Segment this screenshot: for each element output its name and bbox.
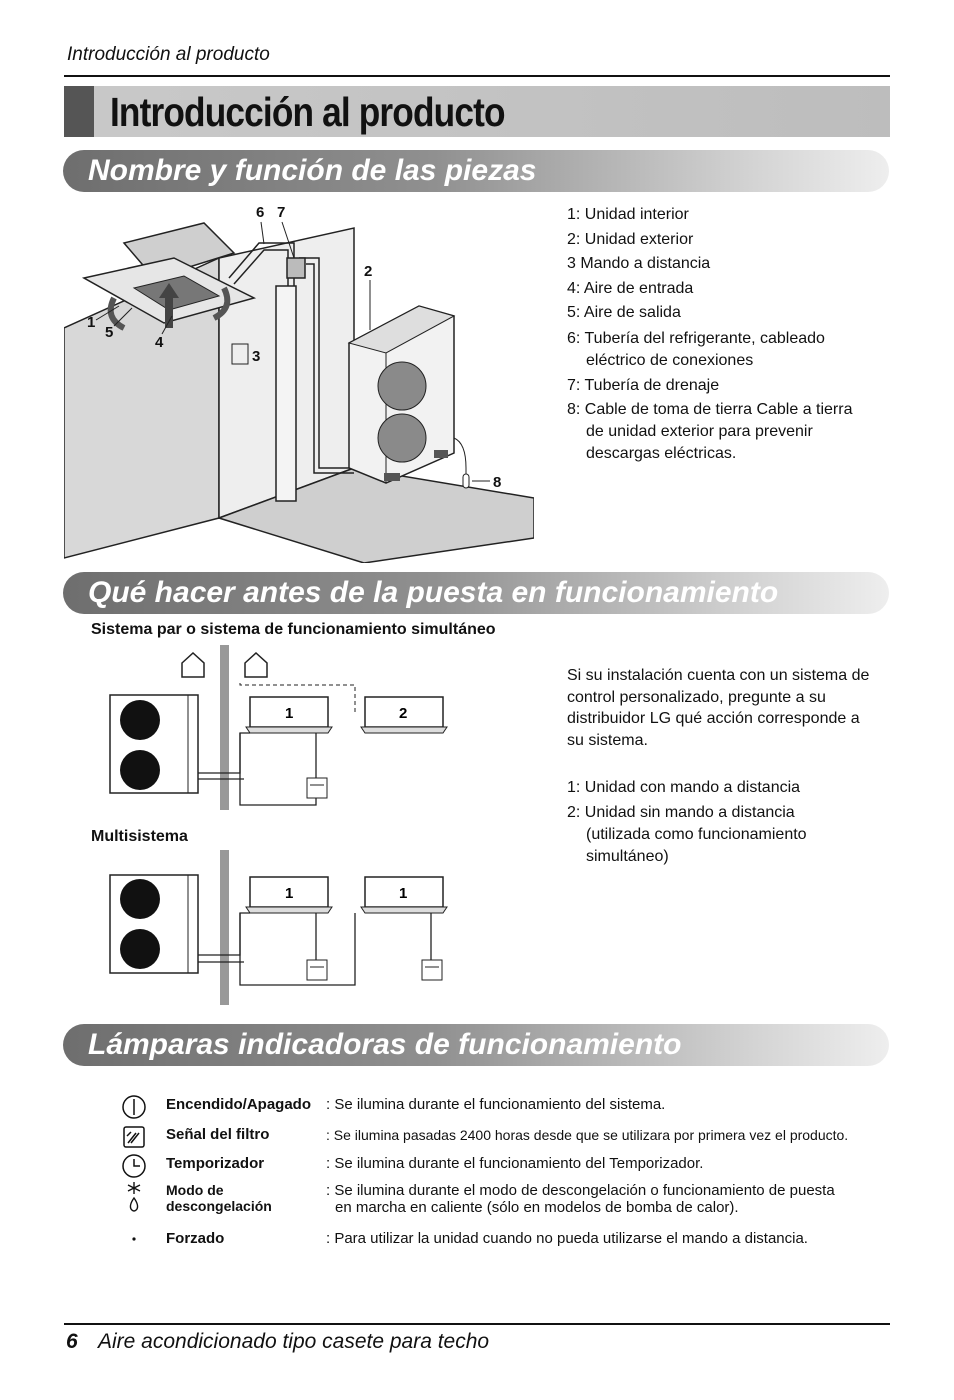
remote-control	[422, 960, 442, 980]
callout-4: 4	[155, 334, 164, 351]
list-item: 7: Tubería de drenaje	[567, 376, 720, 394]
indoor-unit-2	[361, 877, 447, 913]
lamp-desc: : Se ilumina durante el funcionamiento del sistema.	[326, 1096, 666, 1113]
indoor-unit-1	[246, 877, 332, 913]
callout-2: 2	[364, 263, 373, 280]
power-icon	[121, 1094, 147, 1120]
section-before-title: Qué hacer antes de la puesta en funcionamiento	[88, 576, 779, 609]
lamp-desc: : Se ilumina durante el modo de descongelación o funcionamiento de puesta en marcha en caliente (sólo en modelos de bomba de calor).	[326, 1182, 835, 1216]
filter-icon	[121, 1124, 147, 1150]
dot-icon	[121, 1228, 147, 1254]
section-lamps-header	[63, 1024, 889, 1066]
remote-control	[307, 960, 327, 980]
remote-control	[232, 344, 248, 364]
multi-system-heading: Multisistema	[91, 828, 188, 845]
list-item: 1: Unidad interior	[567, 206, 689, 223]
callout-5: 5	[105, 324, 114, 341]
clock-icon	[121, 1153, 147, 1179]
outdoor-unit-small	[110, 875, 198, 973]
indoor-unit-1	[246, 697, 332, 733]
outdoor-unit	[349, 306, 469, 488]
page-number: 6	[66, 1330, 78, 1353]
defrost-icon	[121, 1180, 147, 1214]
parts-list	[567, 203, 857, 465]
list-item: 1: Unidad con mando a distancia	[567, 779, 801, 796]
callout-7: 7	[277, 204, 286, 221]
footer-rule	[64, 1323, 890, 1325]
remote-control	[307, 778, 327, 798]
callout-6: 6	[256, 204, 265, 221]
section-before-header	[63, 572, 889, 614]
pair-unit-1-label: 1	[285, 705, 294, 722]
list-item: 5: Aire de salida	[567, 304, 681, 322]
list-item: 3 Mando a distancia	[567, 255, 711, 273]
pair-unit-2-label: 2	[399, 705, 408, 722]
multi-system-diagram	[100, 850, 460, 1010]
callout-8: 8	[493, 474, 502, 491]
lamp-desc: : Se ilumina durante el funcionamiento del Temporizador.	[326, 1155, 704, 1172]
list-item: 4: Aire de entrada	[567, 279, 694, 297]
page-title-bar	[64, 86, 890, 137]
multi-unit-2-label: 1	[399, 885, 408, 902]
running-header: Introducción al producto	[67, 44, 270, 65]
pair-system-heading: Sistema par o sistema de funcionamiento simultáneo	[91, 621, 496, 638]
callout-3: 3	[252, 348, 261, 365]
lamp-name: Señal del filtro	[166, 1126, 270, 1143]
lamp-row-defrost	[115, 1182, 875, 1222]
lamp-name: Modo de descongelación	[166, 1182, 272, 1214]
list-item: 8: Cable de toma de tierra Cable a tierra de unidad exterior para prevenir descargas eléctricas.	[567, 400, 853, 462]
pair-system-diagram	[100, 645, 460, 810]
section-parts-header	[63, 150, 889, 192]
footer-title: Aire acondicionado tipo casete para techo	[98, 1330, 490, 1353]
lamp-name: Temporizador	[166, 1155, 265, 1172]
lamp-name: Forzado	[166, 1230, 225, 1247]
indoor-unit-2	[361, 697, 447, 733]
section-lamps-title: Lámparas indicadoras de funcionamiento	[88, 1028, 682, 1061]
title-tab	[64, 86, 94, 137]
list-item: 2: Unidad sin mando a distancia (utilizada como funcionamiento simultáneo)	[567, 804, 807, 865]
callout-1: 1	[87, 314, 96, 331]
custom-control-note: Si su instalación cuenta con un sistema de control personalizado, pregunte a su distribuidor LG qué acción corresponde a su sistema.	[567, 667, 870, 749]
outdoor-unit-small	[110, 695, 198, 793]
list-item: 2: Unidad exterior	[567, 230, 694, 248]
page-title: Introducción al producto	[110, 89, 505, 135]
wall-divider	[220, 645, 229, 810]
header-rule	[64, 75, 890, 77]
wall-divider	[220, 850, 229, 1005]
lamp-desc: : Para utilizar la unidad cuando no pueda utilizarse el mando a distancia.	[326, 1230, 808, 1247]
list-item: 6: Tubería del refrigerante, cableado eléctrico de conexiones	[567, 329, 825, 369]
unit-legend	[567, 777, 857, 868]
lamp-name: Encendido/Apagado	[166, 1096, 312, 1113]
installation-diagram	[64, 198, 534, 563]
section-parts-title: Nombre y función de las piezas	[88, 154, 537, 187]
multi-unit-1-label: 1	[285, 885, 294, 902]
lamp-desc: : Se ilumina pasadas 2400 horas desde que se utilizara por primera vez el producto.	[326, 1127, 849, 1143]
